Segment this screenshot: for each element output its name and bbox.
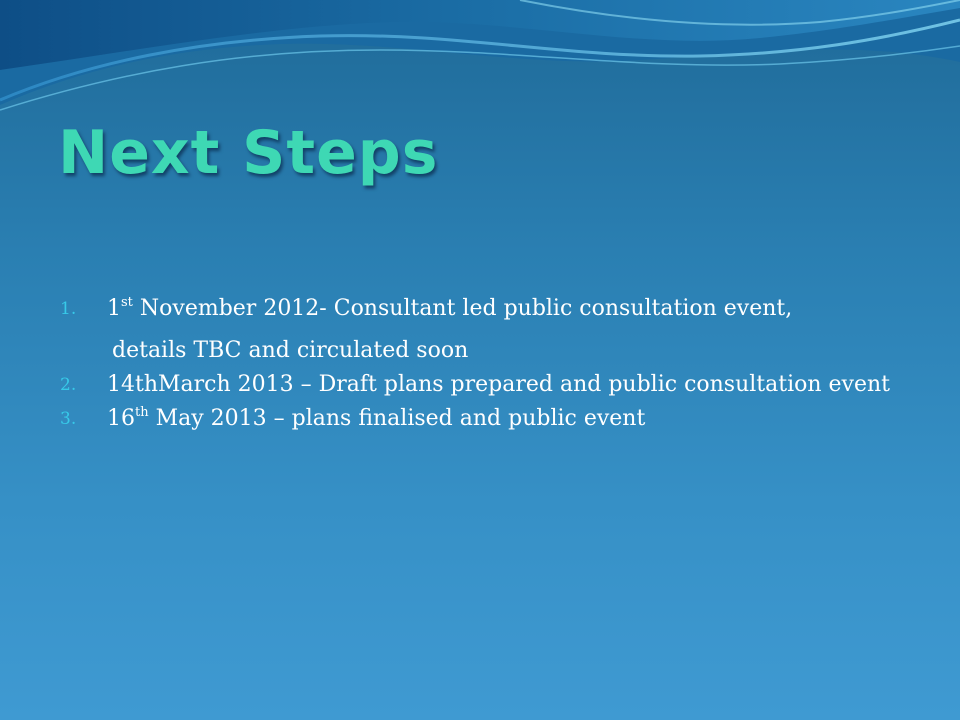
list-number: 3.	[60, 409, 77, 429]
list-item	[60, 292, 920, 368]
step-text: 1st November 2012- Consultant led public consultation event,	[107, 295, 793, 321]
list-number: 2.	[60, 375, 77, 395]
step-text: 14thMarch 2013 – Draft plans prepared and public consultation event	[107, 372, 891, 397]
step-continuation: details TBC and circulated soon	[112, 338, 469, 363]
steps-list	[60, 292, 920, 436]
slide-title: Next Steps	[58, 118, 439, 188]
wave-decoration	[0, 0, 960, 130]
list-item	[60, 368, 920, 402]
list-item	[60, 402, 920, 436]
list-number: 1.	[60, 299, 77, 319]
step-text: 16th May 2013 – plans finalised and public event	[107, 405, 646, 431]
